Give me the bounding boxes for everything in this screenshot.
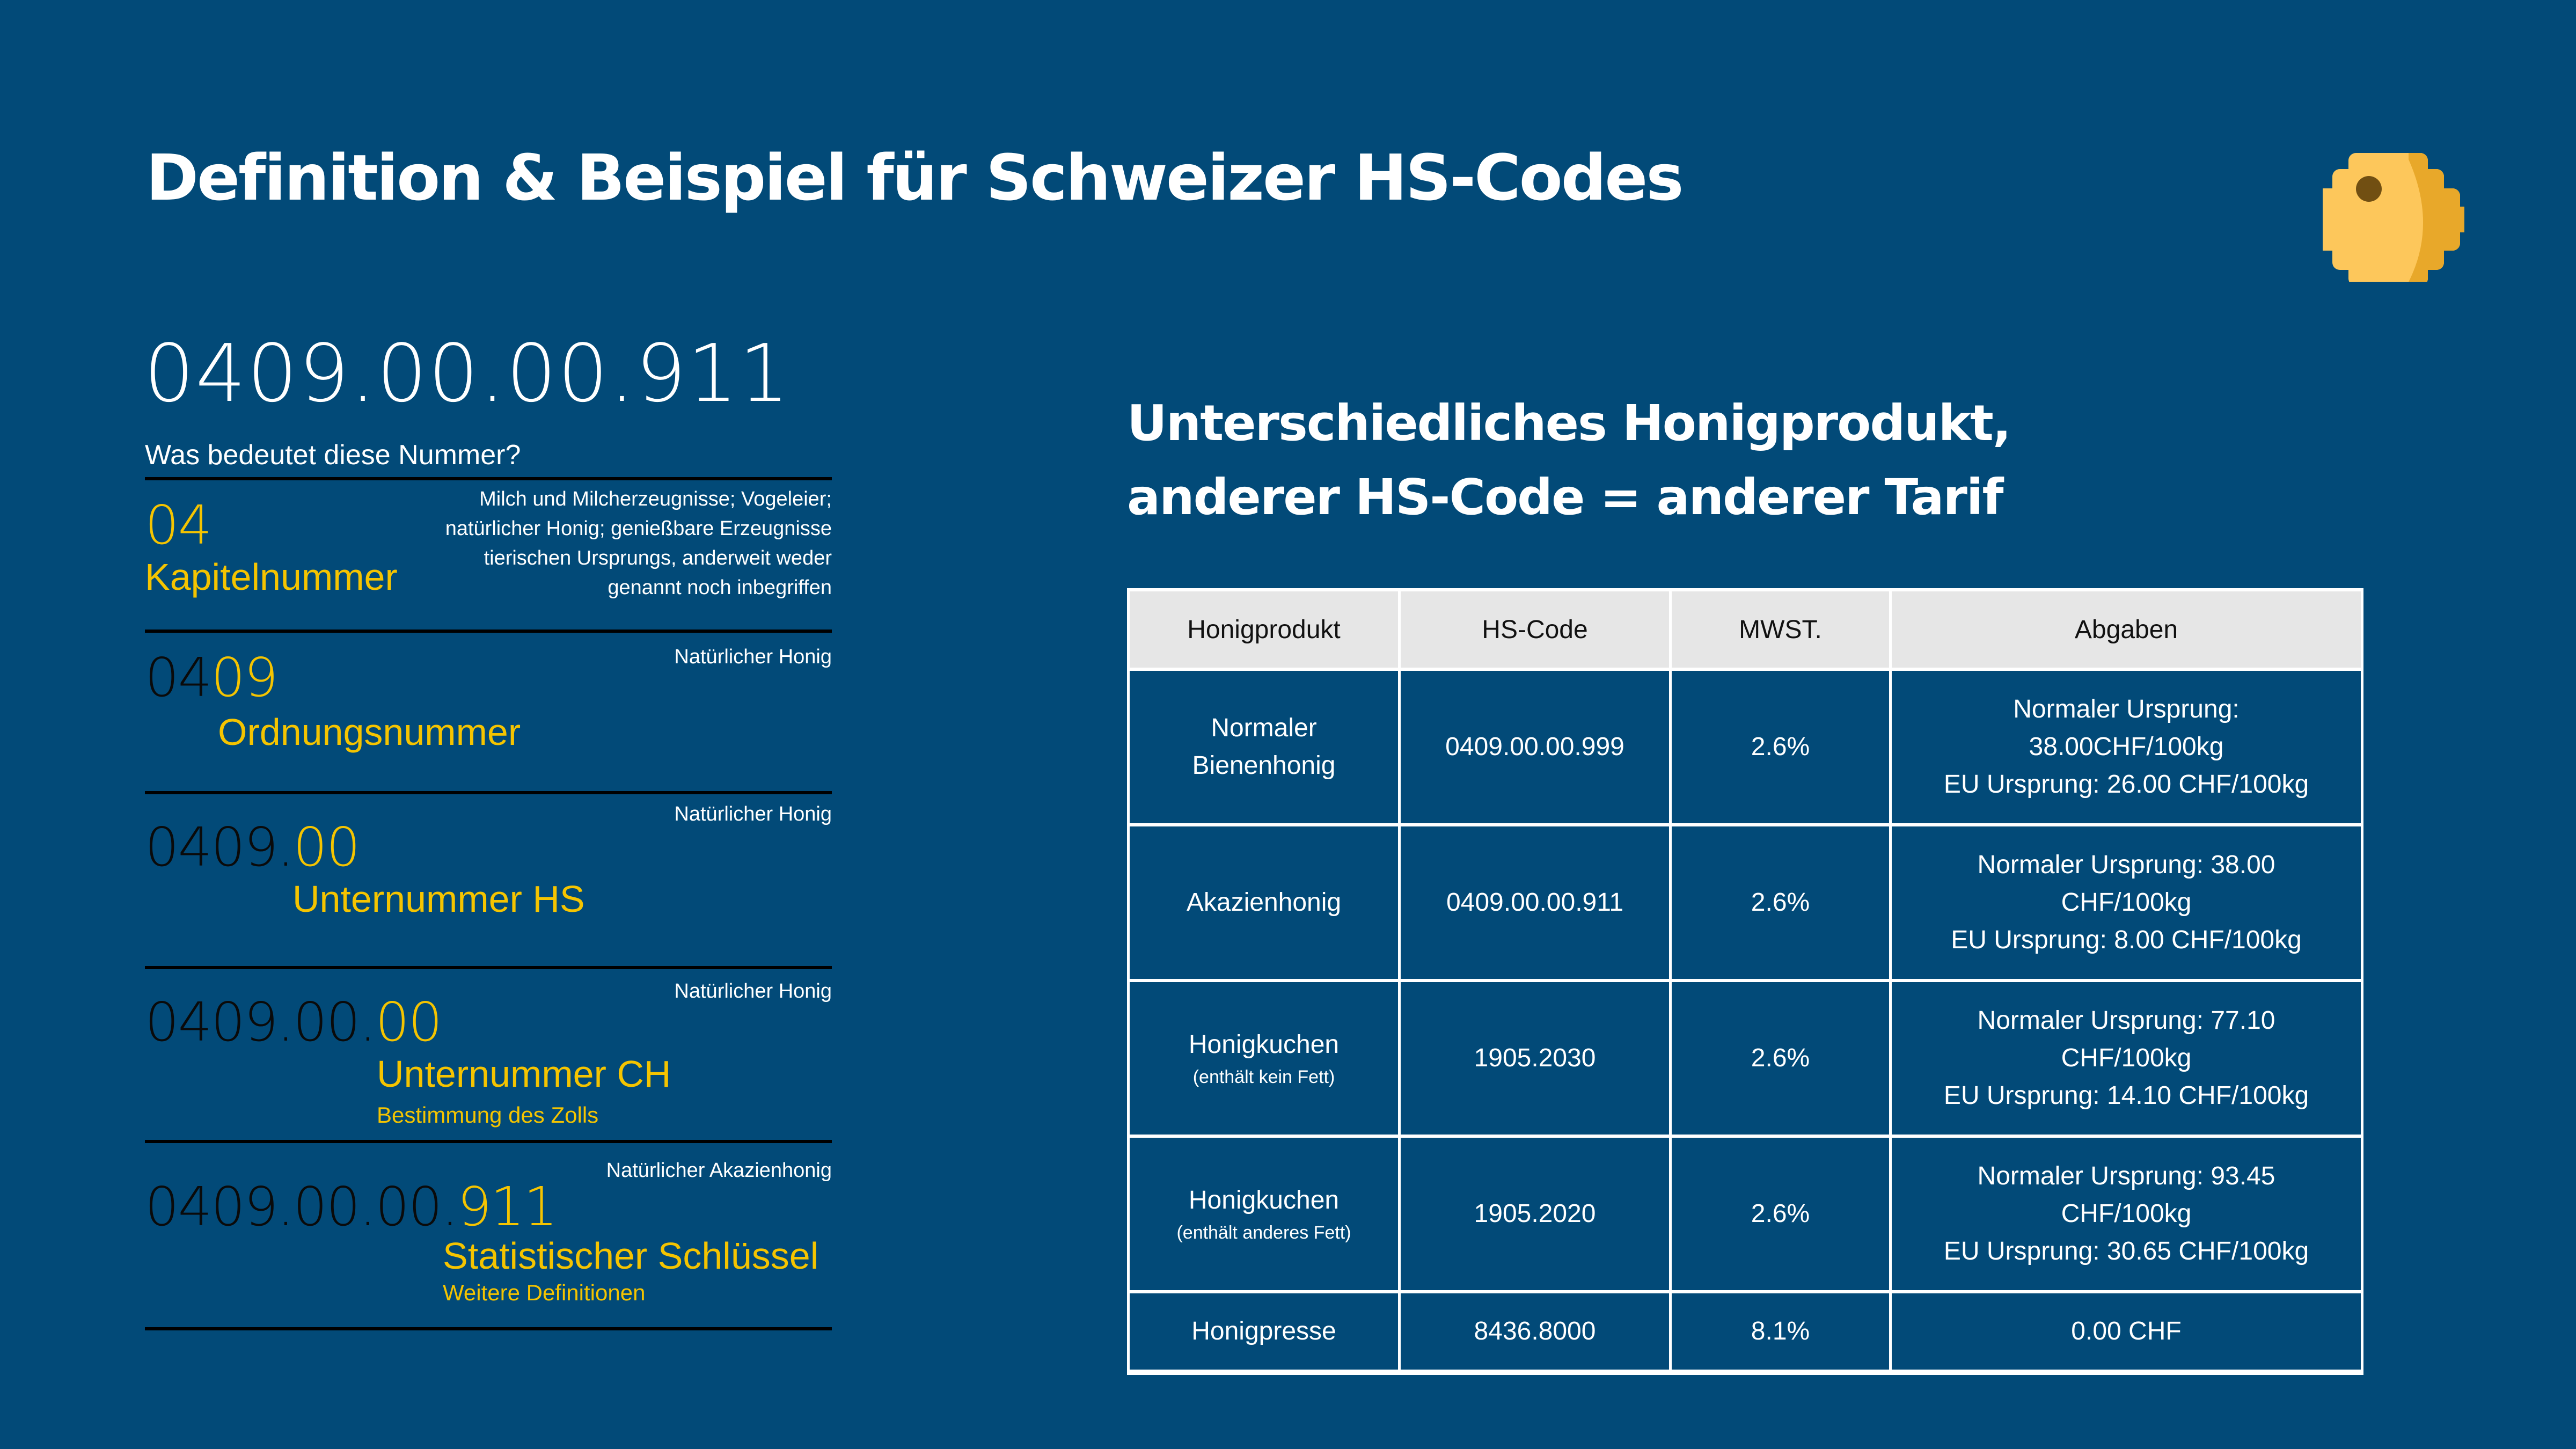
cell-product: Akazienhonig	[1130, 826, 1398, 979]
section-hs-subheading	[145, 794, 832, 966]
segment-sublabel: Bestimmung des Zolls	[377, 1102, 599, 1128]
table-header-row	[1130, 591, 2361, 668]
section-statistical-key	[145, 1143, 832, 1326]
code-segment: 0409.00	[145, 816, 360, 879]
segment-description: Natürlicher Honig	[674, 646, 832, 668]
segment-sublabel: Weitere Definitionen	[443, 1280, 646, 1305]
segment-description: Natürlicher Akazienhonig	[606, 1159, 832, 1182]
cell-product: Normaler Bienenhonig	[1130, 671, 1398, 823]
honeycomb-hive-icon	[2323, 148, 2464, 282]
section-chapter	[145, 480, 832, 631]
table-row	[1130, 1293, 2361, 1370]
code-segment: 0409.00.00.911	[145, 1175, 557, 1238]
cell-vat: 2.6%	[1672, 982, 1889, 1135]
cell-hs-code: 0409.00.00.999	[1401, 671, 1669, 823]
cell-vat: 2.6%	[1672, 1138, 1889, 1290]
segment-label: Unternummer HS	[292, 878, 585, 920]
page-title: Definition & Beispiel für Schweizer HS-Codes	[146, 141, 1682, 215]
cell-vat: 2.6%	[1672, 671, 1889, 823]
column-header-fees: Abgaben	[1892, 591, 2361, 668]
cell-fees: Normaler Ursprung: 93.45 CHF/100kg EU Ursprung: 30.65 CHF/100kg	[1892, 1138, 2361, 1290]
table-row	[1130, 671, 2361, 823]
cell-fees: Normaler Ursprung: 38.00CHF/100kg EU Ursprung: 26.00 CHF/100kg	[1892, 671, 2361, 823]
segment-description: Natürlicher Honig	[674, 803, 832, 825]
cell-fees: 0.00 CHF	[1892, 1293, 2361, 1370]
code-segment: 0409.00.00	[145, 991, 442, 1053]
column-header-product: Honigprodukt	[1130, 591, 1398, 668]
cell-vat: 8.1%	[1672, 1293, 1889, 1370]
table-row	[1130, 982, 2361, 1135]
cell-product: Honigkuchen (enthält kein Fett)	[1130, 982, 1398, 1135]
cell-fees: Normaler Ursprung: 38.00 CHF/100kg EU Ursprung: 8.00 CHF/100kg	[1892, 826, 2361, 979]
segment-label: Ordnungsnummer	[218, 711, 521, 753]
column-header-hs-code: HS-Code	[1401, 591, 1669, 668]
tariff-table	[1127, 588, 2363, 1375]
code-segment: 0409	[145, 646, 277, 709]
cell-product: Honigpresse	[1130, 1293, 1398, 1370]
section-ch-subheading	[145, 969, 832, 1141]
section-heading-number	[145, 633, 832, 791]
cell-hs-code: 1905.2020	[1401, 1138, 1669, 1290]
cell-hs-code: 1905.2030	[1401, 982, 1669, 1135]
table-heading: Unterschiedliches Honigprodukt, anderer HS-Code = anderer Tarif	[1127, 394, 2010, 526]
question-label: Was bedeutet diese Nummer?	[145, 440, 521, 471]
segment-label: Statistischer Schlüssel	[443, 1235, 819, 1277]
cell-hs-code: 0409.00.00.911	[1401, 826, 1669, 979]
segment-label: Kapitelnummer	[145, 556, 398, 598]
table-row	[1130, 1138, 2361, 1290]
cell-fees: Normaler Ursprung: 77.10 CHF/100kg EU Ursprung: 14.10 CHF/100kg	[1892, 982, 2361, 1135]
table-row	[1130, 826, 2361, 979]
column-header-vat: MWST.	[1672, 591, 1889, 668]
cell-product: Honigkuchen (enthält anderes Fett)	[1130, 1138, 1398, 1290]
segment-label: Unternummer CH	[377, 1053, 671, 1095]
cell-hs-code: 8436.8000	[1401, 1293, 1669, 1370]
divider	[145, 1327, 832, 1330]
code-segment: 04	[145, 494, 211, 557]
segment-description: Milch und Milcherzeugnisse; Vogeleier; natürlicher Honig; genießbare Erzeugnisse tierischen Ursprungs, anderweit weder genannt noch inbegriffen	[445, 488, 832, 599]
hs-code-example: 0409.00.00.911	[144, 327, 791, 420]
cell-vat: 2.6%	[1672, 826, 1889, 979]
segment-description: Natürlicher Honig	[674, 980, 832, 1002]
